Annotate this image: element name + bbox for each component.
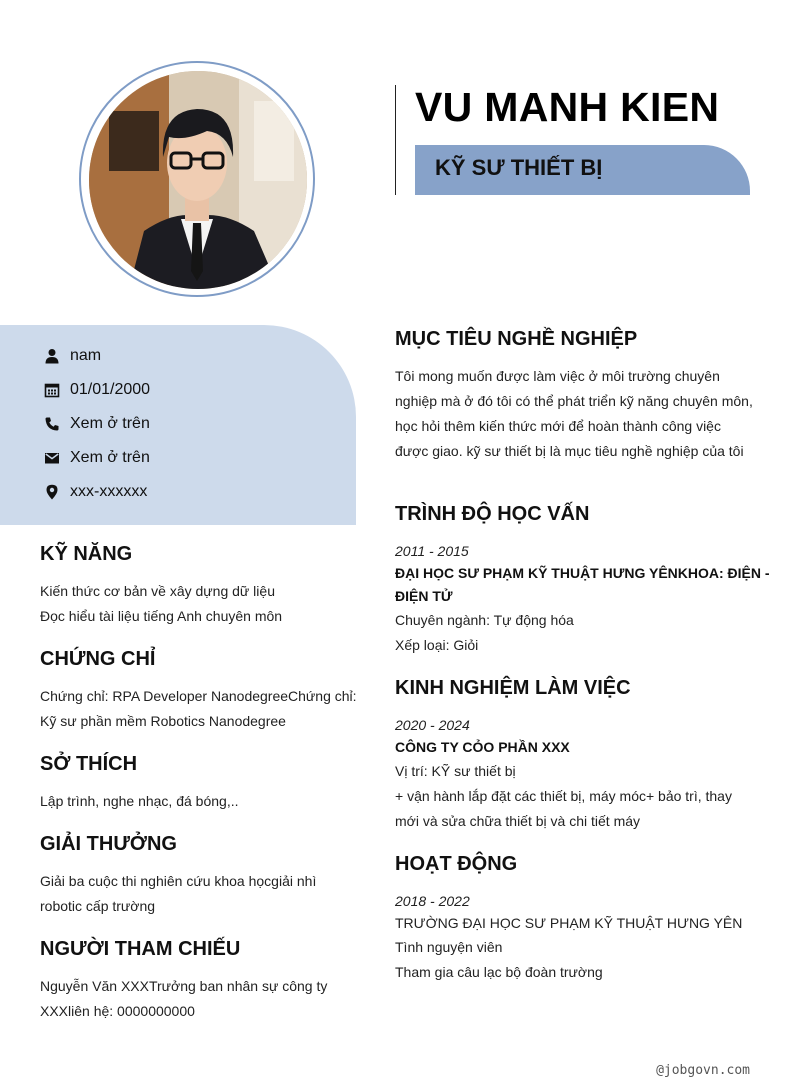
activities-role: Tình nguyện viên [395, 939, 503, 955]
education-school: ĐẠI HỌC SƯ PHẠM KỸ THUẬT HƯNG YÊNKHOA: ĐIỆN - [395, 565, 770, 581]
contact-address [44, 482, 147, 502]
experience-desc: + vận hành lắp đặt các thiết bị, máy móc+ bảo trì, thay [395, 788, 732, 804]
contact-birthday-text: 01/01/2000 [70, 381, 151, 398]
candidate-name: VU MANH KIEN [415, 84, 720, 130]
experience-desc: mới và sửa chữa thiết bị và chi tiết máy [395, 813, 641, 829]
certificate-line: Chứng chỉ: RPA Developer NanodegreeChứng chỉ: [40, 688, 357, 704]
education-grade: Xếp loại: Giỏi [395, 637, 479, 653]
calendar-icon [44, 382, 60, 398]
reference-line: XXXliên hệ: 0000000000 [40, 1003, 195, 1019]
contact-birthday [44, 380, 150, 400]
skill-item: Kiến thức cơ bản về xây dựng dữ liệu [40, 583, 275, 599]
certificates-heading: CHỨNG CHỈ [40, 648, 156, 670]
objective-line: học hỏi thêm kiến thức mới để hoàn thành công việc [395, 418, 721, 434]
objective-line: Tôi mong muốn được làm việc ở môi trường chuyên [395, 368, 720, 384]
experience-company: CÔNG TY CỎO PHẦN XXX [395, 739, 570, 755]
header-divider [395, 85, 396, 195]
education-school: ĐIỆN TỬ [395, 588, 453, 604]
experience-position: Vị trí: KỸ sư thiết bị [395, 763, 516, 779]
activities-org: TRƯỜNG ĐẠI HỌC SƯ PHẠM KỸ THUẬT HƯNG YÊN [395, 915, 743, 931]
education-major: Chuyên ngành: Tự động hóa [395, 612, 574, 628]
experience-period: 2020 - 2024 [395, 717, 470, 733]
phone-icon [44, 416, 60, 432]
watermark: @jobgovn.com [656, 1063, 750, 1078]
objective-heading: MỤC TIÊU NGHỀ NGHIỆP [395, 328, 638, 350]
skills-heading: KỸ NĂNG [40, 543, 133, 565]
activities-period: 2018 - 2022 [395, 893, 470, 909]
mail-icon [44, 450, 60, 466]
contact-gender-text: nam [70, 347, 102, 364]
contact-email-text: Xem ở trên [70, 449, 150, 466]
awards-heading: GIẢI THƯỞNG [40, 833, 177, 855]
contact-gender [44, 346, 101, 366]
hobbies-text: Lập trình, nghe nhạc, đá bóng,.. [40, 793, 239, 809]
activities-desc: Tham gia câu lạc bộ đoàn trường [395, 964, 603, 980]
location-icon [44, 484, 60, 500]
contact-phone-text: Xem ở trên [70, 415, 150, 432]
references-heading: NGƯỜI THAM CHIẾU [40, 938, 241, 960]
education-heading: TRÌNH ĐỘ HỌC VẤN [395, 503, 590, 525]
experience-heading: KINH NGHIỆM LÀM VIỆC [395, 677, 631, 699]
contact-address-text: xxx-xxxxxx [70, 483, 148, 500]
award-line: Giải ba cuộc thi nghiên cứu khoa họcgiải nhì [40, 873, 317, 889]
job-title: KỸ SƯ THIẾT BỊ [435, 155, 603, 180]
award-line: robotic cấp trường [40, 898, 156, 914]
hobbies-heading: SỞ THÍCH [40, 753, 138, 775]
education-period: 2011 - 2015 [395, 543, 469, 559]
person-icon [44, 348, 60, 364]
certificate-line: Kỹ sư phần mềm Robotics Nanodegree [40, 713, 286, 729]
contact-phone [44, 414, 150, 434]
activities-heading: HOẠT ĐỘNG [395, 853, 518, 875]
objective-line: được giao. kỹ sư thiết bị là mục tiêu nghề nghiệp của tôi [395, 443, 744, 459]
skill-item: Đọc hiểu tài liệu tiếng Anh chuyên môn [40, 608, 283, 624]
objective-line: nghiệp mà ở đó tôi có thể phát triển kỹ năng chuyên môn, [395, 393, 753, 409]
profile-photo [89, 71, 307, 289]
contact-email [44, 448, 150, 468]
reference-line: Nguyễn Văn XXXTrưởng ban nhân sự công ty [40, 978, 328, 994]
